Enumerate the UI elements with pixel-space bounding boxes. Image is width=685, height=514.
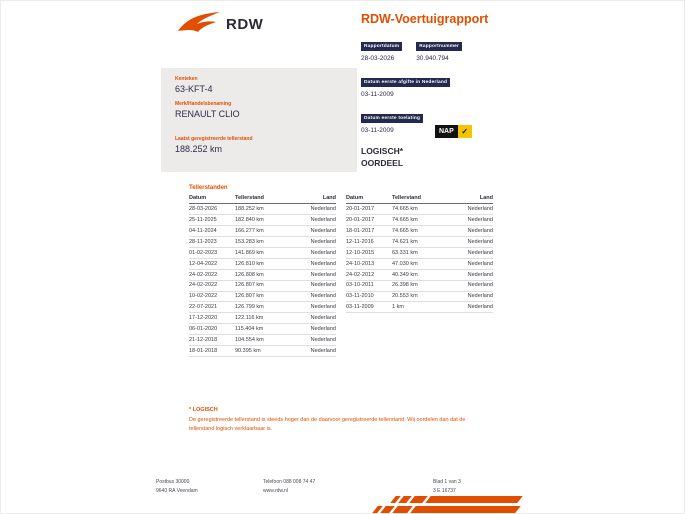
table-cell: 01-02-2023: [189, 249, 218, 256]
first-issue-value: 03-11-2009: [361, 91, 394, 98]
table-row: [189, 346, 336, 357]
table-cell: 1 km: [392, 304, 404, 311]
table-cell: 22-07-2021: [189, 304, 218, 311]
footer-website-link[interactable]: www.rdw.nl: [263, 488, 289, 494]
odometer-table-left: [189, 195, 336, 357]
address-line2: 9640 RA Veendam: [156, 488, 198, 494]
brand-label: Merk/Handelsbenaming: [175, 101, 232, 107]
table-cell: Nederland: [467, 227, 493, 234]
stripe-segment: [410, 506, 520, 513]
nap-logo: [435, 125, 472, 138]
table-cell: Nederland: [310, 304, 336, 311]
table-cell: 03-10-2011: [346, 282, 374, 289]
verdict: [361, 145, 523, 170]
table-row: [346, 204, 493, 215]
table-cell: 24-10-2013: [346, 260, 375, 267]
table-cell: Nederland: [310, 293, 336, 300]
table-cell: 74.621 km: [392, 238, 418, 245]
table-cell: 28-03-2026: [189, 206, 218, 213]
table-cell: Nederland: [467, 282, 493, 289]
address-line1: Postbus 30000: [156, 479, 190, 485]
table-cell: 12-04-2022: [189, 260, 218, 267]
nap-check-icon: ✓: [458, 125, 472, 138]
table-row: [189, 324, 336, 335]
table-cell: Nederland: [310, 282, 336, 289]
table-cell: Nederland: [467, 249, 493, 256]
table-cell: Nederland: [310, 217, 336, 224]
table-row: [346, 270, 493, 281]
vehicle-summary-box: [161, 68, 357, 172]
table-cell: 21-12-2018: [189, 336, 218, 343]
report-date-value: 28-03-2026: [361, 55, 395, 62]
table-row: [346, 237, 493, 248]
table-row: [189, 270, 336, 281]
page-indicator: Blad 1 van 3: [433, 479, 461, 485]
nap-wordmark: NAP: [435, 125, 458, 138]
table-cell: 40.349 km: [392, 271, 418, 278]
odometer-section-title: Tellerstanden: [189, 185, 228, 191]
table-cell: 04-11-2024: [189, 227, 217, 234]
rdw-griffin-icon: [177, 9, 221, 40]
table-cell: 126.808 km: [235, 271, 264, 278]
table-cell: 122.116 km: [235, 315, 264, 322]
table-cell: 24-02-2022: [189, 271, 218, 278]
table-row: [346, 248, 493, 259]
rdw-speed-stripes-decoration: [375, 496, 523, 514]
col-header-datum: Datum: [189, 195, 207, 201]
footer-phone: Telefoon 088 008 74 47: [263, 479, 316, 485]
table-row: [189, 215, 336, 226]
table-cell: 126.807 km: [235, 282, 264, 289]
registration-column: [361, 70, 523, 170]
stripe-row-bottom: [375, 506, 518, 513]
table-row: [346, 215, 493, 226]
table-cell: 166.277 km: [235, 227, 264, 234]
table-cell: 03-11-2009: [346, 304, 374, 311]
footnote-text: De geregistreerde tellerstand is steeds hoger dan de daarvoor geregistreerde tellerstand. Wij oordelen dan dat de tellerstand logisch verklaarbaar is.: [189, 417, 466, 432]
table-cell: 126.807 km: [235, 293, 264, 300]
logisch-footnote: [189, 407, 481, 433]
table-cell: 06-01-2020: [189, 326, 218, 333]
table-cell: Nederland: [467, 271, 493, 278]
table-row: [189, 313, 336, 324]
table-cell: 126.799 km: [235, 304, 264, 311]
table-cell: Nederland: [467, 206, 493, 213]
table-cell: Nederland: [310, 249, 336, 256]
first-admission-label: Datum eerste toelating: [361, 114, 423, 123]
table-row: [189, 248, 336, 259]
table-cell: 20-01-2017: [346, 217, 375, 224]
license-plate-label: Kenteken: [175, 76, 198, 82]
report-date-label: Rapportdatum: [361, 42, 402, 51]
report-meta: [361, 34, 462, 62]
table-header: [346, 195, 493, 204]
table-cell: Nederland: [467, 238, 493, 245]
table-cell: 90.395 km: [235, 347, 261, 354]
table-cell: 74.665 km: [392, 227, 418, 234]
table-cell: 12-11-2016: [346, 238, 374, 245]
table-cell: Nederland: [467, 304, 493, 311]
verdict-word-logisch: LOGISCH*: [361, 146, 404, 156]
table-row: [189, 281, 336, 292]
table-cell: 153.283 km: [235, 238, 264, 245]
table-cell: 17-12-2020: [189, 315, 218, 322]
col-header-tellerstand: Tellerstand: [392, 195, 421, 201]
license-plate-value: 63-KFT-4: [175, 84, 213, 94]
footer-contact: [263, 478, 315, 496]
table-row: [189, 226, 336, 237]
verdict-word-oordeel: OORDEEL: [361, 158, 404, 169]
col-header-land: Land: [479, 195, 493, 201]
table-cell: 20.553 km: [392, 293, 418, 300]
odometer-section: [189, 185, 493, 357]
table-row: [346, 292, 493, 303]
odometer-label: Laatst geregistreerde tellerstand: [175, 136, 253, 142]
table-cell: 24-02-2012: [346, 271, 375, 278]
table-cell: Nederland: [310, 260, 336, 267]
table-cell: 18-01-2018: [189, 347, 218, 354]
table-cell: Nederland: [310, 336, 336, 343]
brand-value: RENAULT CLIO: [175, 109, 240, 119]
table-body-right: [346, 204, 493, 313]
report-number-value: 30.940.794: [416, 55, 449, 62]
stripe-segment: [425, 496, 522, 503]
table-header: [189, 195, 336, 204]
table-cell: 74.665 km: [392, 217, 418, 224]
table-cell: Nederland: [467, 260, 493, 267]
table-cell: Nederland: [310, 271, 336, 278]
first-issue-label: Datum eerste afgifte in Nederland: [361, 78, 450, 87]
table-cell: 03-11-2010: [346, 293, 374, 300]
table-cell: 25-11-2025: [189, 217, 217, 224]
table-cell: 115.404 km: [235, 326, 264, 333]
table-row: [189, 292, 336, 303]
table-cell: 104.554 km: [235, 336, 264, 343]
table-cell: 10-02-2022: [189, 293, 218, 300]
footer-pagination: [433, 478, 461, 496]
report-number-label: Rapportnummer: [416, 42, 462, 51]
report-number-field: [416, 34, 462, 62]
rdw-logo: [177, 9, 263, 40]
table-cell: Nederland: [310, 227, 336, 234]
table-cell: 26.398 km: [392, 282, 418, 289]
odometer-table-right: [346, 195, 493, 357]
logo-wordmark: RDW: [226, 16, 264, 33]
table-cell: 12-10-2015: [346, 249, 375, 256]
table-cell: 182.840 km: [235, 217, 264, 224]
stripe-row-top: [393, 496, 520, 503]
footnote-title: * LOGISCH: [189, 407, 218, 413]
table-row: [189, 204, 336, 215]
footer-address: [156, 478, 198, 496]
doc-code: 3 E 16737: [433, 488, 456, 494]
table-cell: 47.030 km: [392, 260, 418, 267]
table-cell: Nederland: [467, 217, 493, 224]
table-row: [346, 226, 493, 237]
table-row: [189, 335, 336, 346]
table-body-left: [189, 204, 336, 357]
table-cell: Nederland: [310, 206, 336, 213]
table-row: [189, 237, 336, 248]
table-cell: 24-02-2022: [189, 282, 218, 289]
col-header-datum: Datum: [346, 195, 364, 201]
table-cell: 74.665 km: [392, 206, 418, 213]
table-cell: Nederland: [310, 347, 336, 354]
table-cell: 18-01-2017: [346, 227, 375, 234]
page-title: RDW-Voertuigrapport: [361, 12, 489, 26]
table-cell: Nederland: [310, 326, 336, 333]
table-cell: Nederland: [310, 315, 336, 322]
table-row: [346, 302, 493, 313]
odometer-value: 188.252 km: [175, 144, 223, 154]
table-row: [346, 259, 493, 270]
table-cell: 20-01-2017: [346, 206, 375, 213]
table-cell: 141.869 km: [235, 249, 264, 256]
table-cell: 63.331 km: [392, 249, 418, 256]
col-header-tellerstand: Tellerstand: [235, 195, 264, 201]
first-admission-value: 03-11-2009: [361, 127, 394, 134]
table-row: [189, 302, 336, 313]
table-cell: 28-11-2023: [189, 238, 217, 245]
table-row: [189, 259, 336, 270]
table-cell: Nederland: [310, 238, 336, 245]
report-date-field: [361, 34, 402, 62]
table-cell: 126.810 km: [235, 260, 264, 267]
table-cell: 188.252 km: [235, 206, 264, 213]
col-header-land: Land: [322, 195, 336, 201]
table-row: [346, 281, 493, 292]
table-cell: Nederland: [467, 293, 493, 300]
